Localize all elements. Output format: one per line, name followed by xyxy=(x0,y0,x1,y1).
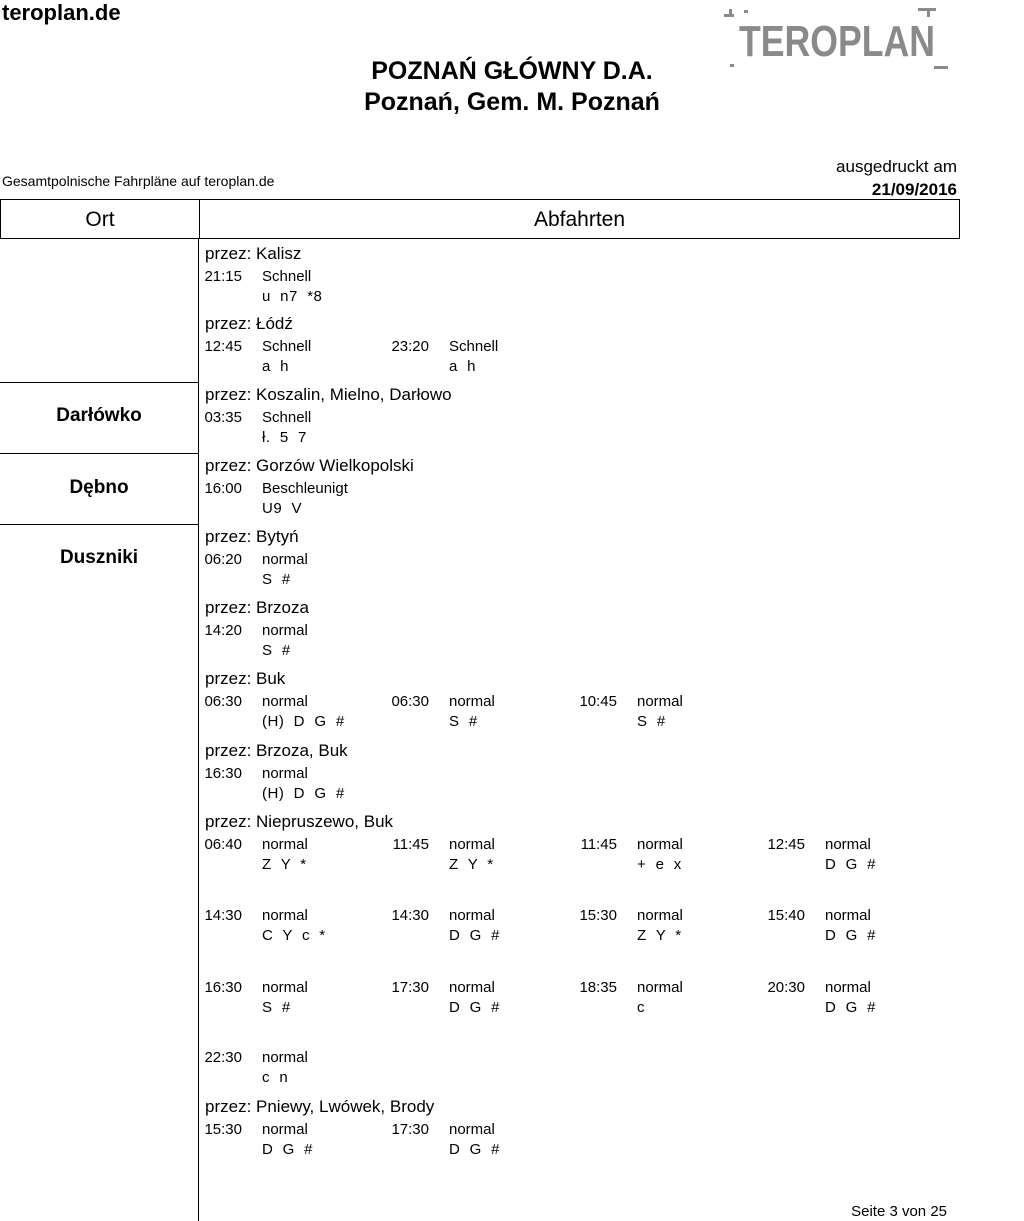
departure-time: 17:30 xyxy=(391,979,429,996)
departure-time: 06:40 xyxy=(204,836,242,853)
train-type: normal xyxy=(262,551,308,568)
service-codes: S # xyxy=(262,571,291,588)
destination-separator xyxy=(0,382,198,383)
train-type: normal xyxy=(262,693,308,710)
service-codes: D G # xyxy=(825,999,877,1016)
train-type: normal xyxy=(637,907,683,924)
departure-time: 16:30 xyxy=(204,765,242,782)
departure-time: 18:35 xyxy=(579,979,617,996)
service-codes: a h xyxy=(262,358,290,375)
departure-time: 20:30 xyxy=(767,979,805,996)
train-type: normal xyxy=(637,836,683,853)
service-codes: D G # xyxy=(262,1141,314,1158)
departure-time: 06:30 xyxy=(391,693,429,710)
departure-time: 17:30 xyxy=(391,1121,429,1138)
departure-time: 03:35 xyxy=(204,409,242,426)
train-type: normal xyxy=(262,1121,308,1138)
via-label: przez: Brzoza, Buk xyxy=(205,741,348,760)
service-codes: S # xyxy=(262,999,291,1016)
service-codes: D G # xyxy=(825,856,877,873)
subtitle: Gesamtpolnische Fahrpläne auf teroplan.de xyxy=(2,173,275,189)
service-codes: C Y c * xyxy=(262,927,326,944)
page-number: Seite 3 von 25 xyxy=(851,1203,947,1220)
via-label: przez: Gorzów Wielkopolski xyxy=(205,456,414,475)
service-codes: c xyxy=(637,999,645,1016)
printed-label: ausgedruckt am xyxy=(836,157,957,176)
destination-separator xyxy=(0,453,198,454)
train-type: normal xyxy=(262,836,308,853)
train-type: normal xyxy=(449,836,495,853)
service-codes: Z Y * xyxy=(637,927,682,944)
station-subtitle: Poznań, Gem. M. Poznań xyxy=(364,88,660,116)
train-type: normal xyxy=(637,693,683,710)
service-codes: S # xyxy=(262,642,291,659)
train-type: normal xyxy=(449,907,495,924)
train-type: normal xyxy=(449,1121,495,1138)
via-label: przez: Łódź xyxy=(205,314,293,333)
train-type: normal xyxy=(449,693,495,710)
service-codes: S # xyxy=(637,713,666,730)
service-codes: Z Y * xyxy=(449,856,494,873)
departure-time: 14:20 xyxy=(204,622,242,639)
departure-time: 16:00 xyxy=(204,480,242,497)
column-abfahrten: Abfahrten xyxy=(533,208,626,231)
table-header xyxy=(0,199,960,239)
train-type: normal xyxy=(825,979,871,996)
departure-time: 14:30 xyxy=(204,907,242,924)
service-codes: D G # xyxy=(449,1141,501,1158)
departure-time: 12:45 xyxy=(767,836,805,853)
service-codes: + e x xyxy=(637,856,682,873)
train-type: normal xyxy=(262,907,308,924)
via-label: przez: Brzoza xyxy=(205,598,309,617)
service-codes: c n xyxy=(262,1069,289,1086)
departure-time: 15:30 xyxy=(579,907,617,924)
station-title: POZNAŃ GŁÓWNY D.A. xyxy=(371,57,653,85)
service-codes: S # xyxy=(449,713,478,730)
departure-time: 10:45 xyxy=(579,693,617,710)
train-type: Schnell xyxy=(262,268,312,285)
departure-time: 11:45 xyxy=(392,836,429,853)
departure-time: 14:30 xyxy=(391,907,429,924)
train-type: Schnell xyxy=(449,338,499,355)
train-type: Schnell xyxy=(262,338,312,355)
service-codes: (H) D G # xyxy=(262,785,345,802)
train-type: Beschleunigt xyxy=(262,480,348,497)
train-type: normal xyxy=(262,979,308,996)
departure-time: 22:30 xyxy=(204,1049,242,1066)
departure-time: 21:15 xyxy=(204,268,242,285)
service-codes: D G # xyxy=(825,927,877,944)
departure-time: 06:30 xyxy=(204,693,242,710)
train-type: normal xyxy=(262,1049,308,1066)
via-label: przez: Kalisz xyxy=(205,244,302,263)
via-label: przez: Bytyń xyxy=(205,527,299,546)
departure-time: 23:20 xyxy=(391,338,429,355)
via-label: przez: Niepruszewo, Buk xyxy=(205,812,394,831)
via-label: przez: Koszalin, Mielno, Darłowo xyxy=(205,385,452,404)
service-codes: ł. 5 7 xyxy=(262,429,307,446)
departure-time: 16:30 xyxy=(204,979,242,996)
service-codes: U9 V xyxy=(262,500,303,517)
train-type: normal xyxy=(262,622,308,639)
train-type: normal xyxy=(637,979,683,996)
printed-date: 21/09/2016 xyxy=(871,180,957,199)
destination-name: Dębno xyxy=(69,477,129,498)
departure-time: 11:45 xyxy=(580,836,617,853)
service-codes: (H) D G # xyxy=(262,713,345,730)
train-type: normal xyxy=(262,765,308,782)
train-type: normal xyxy=(449,979,495,996)
destination-separator xyxy=(0,524,198,525)
via-label: przez: Buk xyxy=(205,669,286,688)
destination-name: Duszniki xyxy=(59,547,139,568)
departure-time: 15:30 xyxy=(204,1121,242,1138)
destination-name: Darłówko xyxy=(56,405,142,426)
site-name: teroplan.de xyxy=(2,0,121,25)
logo-wordmark: TEROPLAN xyxy=(739,17,935,66)
departure-time: 12:45 xyxy=(204,338,242,355)
service-codes: D G # xyxy=(449,999,501,1016)
train-type: normal xyxy=(825,836,871,853)
column-divider xyxy=(198,238,199,1221)
train-type: Schnell xyxy=(262,409,312,426)
service-codes: D G # xyxy=(449,927,501,944)
teroplan-logo xyxy=(722,4,952,76)
departure-time: 06:20 xyxy=(204,551,242,568)
column-ort: Ort xyxy=(85,208,115,231)
service-codes: Z Y * xyxy=(262,856,307,873)
via-label: przez: Pniewy, Lwówek, Brody xyxy=(205,1097,435,1116)
service-codes: u n7 *8 xyxy=(262,288,323,305)
train-type: normal xyxy=(825,907,871,924)
departure-time: 15:40 xyxy=(767,907,805,924)
service-codes: a h xyxy=(449,358,477,375)
printed-info xyxy=(836,155,957,201)
